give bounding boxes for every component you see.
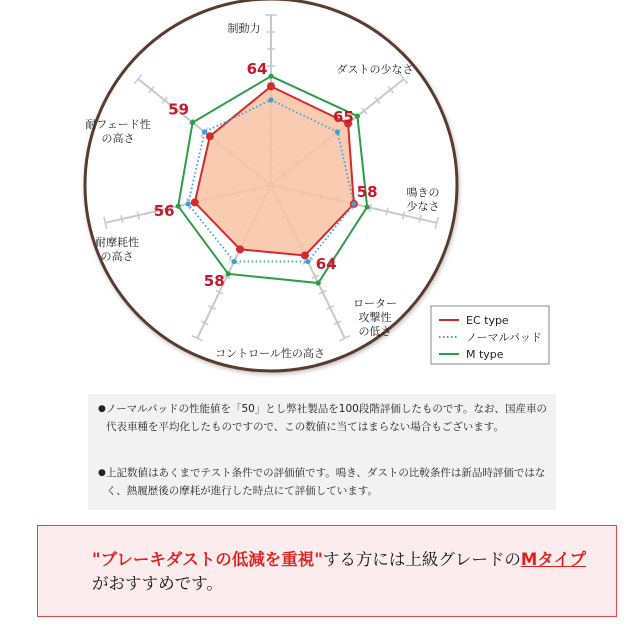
series-point [190, 120, 195, 125]
series-point [316, 280, 321, 285]
note-2 [98, 464, 551, 500]
axis-label: 攻撃性 [358, 311, 392, 324]
axis-label: ローター [353, 297, 397, 310]
series-point [267, 82, 275, 90]
value-label: 58 [203, 271, 225, 290]
series-point [202, 129, 207, 134]
promo-tail: がおすすめです。 [92, 574, 223, 593]
value-label: 64 [246, 60, 268, 79]
axis-label: 耐フェード性 [85, 118, 151, 131]
bullet: ● [98, 468, 106, 478]
note-2-text: 上記数値はあくまでテスト条件での評価値です。鳴き、ダストの比較条件は新品時評価ではなく、熱履歴後の摩耗が進行した時点にて評価しています。 [106, 467, 546, 497]
legend-label: M type [466, 348, 504, 361]
note-1 [98, 400, 551, 436]
value-label: 56 [153, 202, 175, 221]
promo-box [37, 525, 617, 617]
promo-m-type: Mタイプ [520, 550, 586, 569]
promo-middle: する方には上級グレードの [322, 550, 521, 569]
series-point [355, 114, 360, 119]
series-point [206, 132, 214, 140]
series-point [236, 245, 244, 253]
value-label: 58 [356, 182, 378, 201]
legend-label: ノーマルパッド [466, 331, 542, 344]
note-1-text: ノーマルパッドの性能値を「50」とし弊社製品を100段階評価したものです。なお、国産車の代表車種を平均化したものですので、この数値に当てはまらない場合もございます。 [106, 403, 548, 433]
series-point [176, 204, 181, 209]
chart-legend [431, 306, 549, 364]
series-point [335, 129, 340, 134]
series-point [365, 204, 370, 209]
axis-label: ダストの少なさ [336, 63, 414, 76]
notes-box [88, 394, 556, 510]
axis-label: の低さ [358, 325, 392, 338]
promo-emphasis: "ブレーキダストの低減を重視" [92, 550, 323, 569]
axis-label: コントロール性の高さ [215, 347, 325, 360]
value-label: 64 [315, 255, 337, 274]
value-label: 59 [168, 100, 190, 119]
value-label: 65 [332, 108, 354, 127]
series-point [301, 251, 309, 259]
series-point [191, 198, 199, 206]
series-point [232, 259, 237, 264]
bullet: ● [98, 404, 106, 414]
series-point [305, 259, 310, 264]
series-point [268, 97, 273, 102]
axis-label: 制動力 [227, 22, 261, 35]
axis-label: 少なさ [406, 200, 440, 213]
series-point [268, 74, 273, 79]
axis-label: の高さ [101, 132, 135, 145]
series-point [186, 201, 191, 206]
axis-label: 鳴きの [406, 186, 440, 199]
axis-label: 耐摩耗性 [95, 236, 139, 249]
series-point [226, 271, 231, 276]
promo-text [92, 548, 602, 596]
series-point [351, 201, 356, 206]
axis-label: の高さ [100, 250, 134, 263]
legend-label: EC type [466, 314, 509, 327]
